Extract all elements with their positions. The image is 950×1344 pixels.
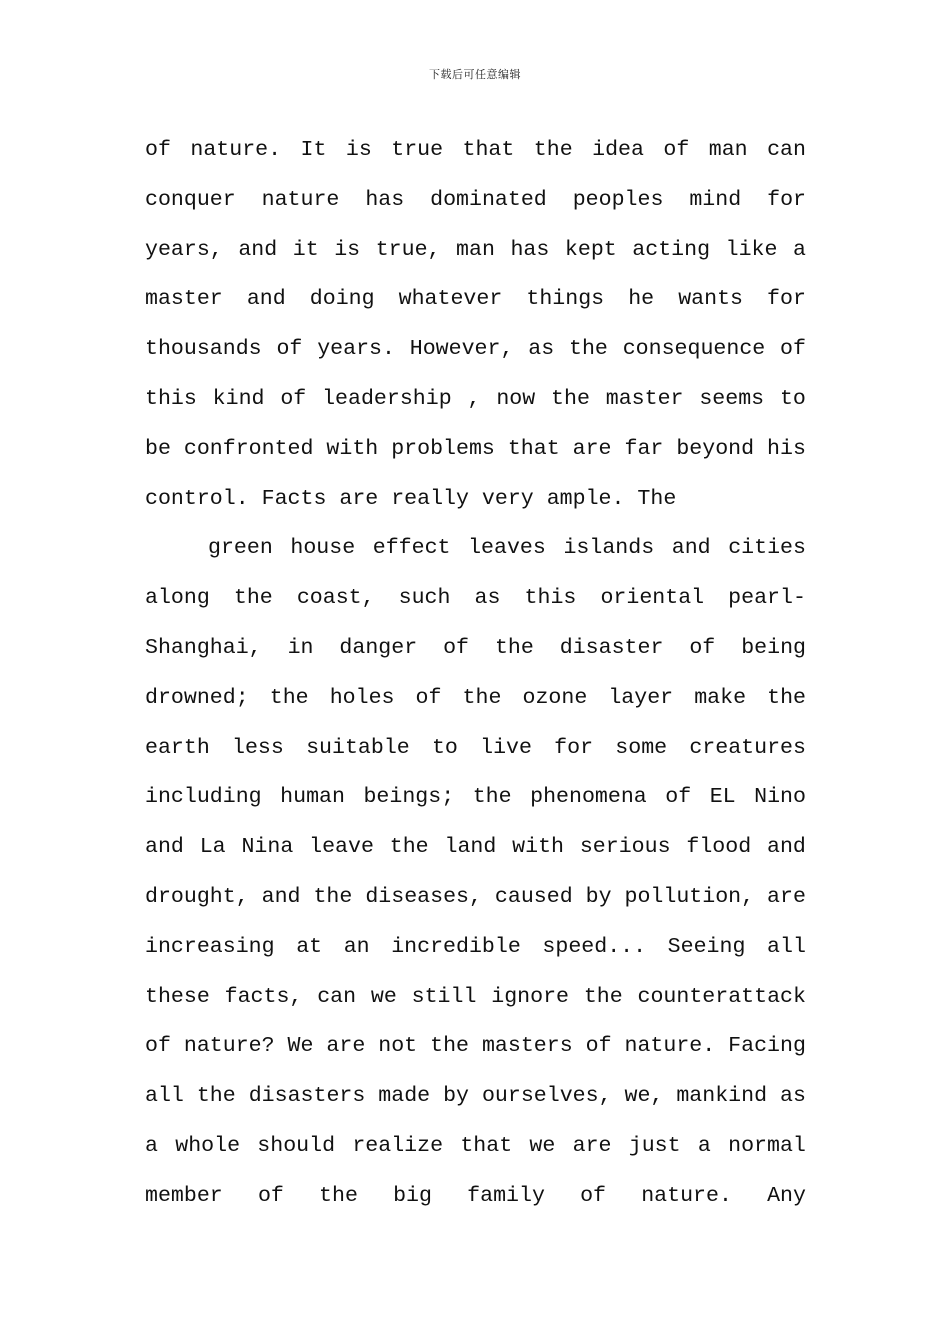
word: an <box>343 934 370 959</box>
text-line <box>145 425 806 475</box>
word: the <box>568 337 608 362</box>
word: just <box>628 1133 681 1158</box>
word: incredible <box>391 934 521 959</box>
word: this <box>524 586 577 611</box>
word: such <box>398 586 451 611</box>
word: including <box>145 785 262 810</box>
text-line <box>145 1022 806 1072</box>
word: of <box>663 138 690 162</box>
word: the <box>196 1084 236 1109</box>
word: that <box>460 1133 513 1158</box>
word: the <box>313 884 353 909</box>
word: It <box>300 138 327 162</box>
word: all <box>145 1084 184 1109</box>
word: the <box>462 685 502 710</box>
word: of <box>580 1183 607 1208</box>
word: has <box>365 187 405 212</box>
word: by <box>585 884 612 909</box>
word: green <box>208 536 273 561</box>
word: the <box>767 685 806 710</box>
word: still <box>411 984 477 1009</box>
text-line <box>145 923 806 973</box>
word: are <box>767 884 806 909</box>
word: coast, <box>296 586 375 611</box>
text-line <box>145 823 806 873</box>
word: nature? <box>183 1034 275 1059</box>
word: the <box>472 785 512 810</box>
word: holes <box>329 685 395 710</box>
word: thousands <box>145 337 262 362</box>
page-header: 下载后可任意编辑 <box>429 68 521 81</box>
word: layer <box>608 685 674 710</box>
text-line <box>145 176 806 226</box>
word: ourselves, <box>481 1084 612 1109</box>
word: these <box>145 984 210 1009</box>
word: and <box>261 884 301 909</box>
word: However, <box>409 337 514 362</box>
word: to <box>431 735 458 760</box>
text-line: control. Facts are really very ample. The <box>145 486 677 511</box>
word: leaves <box>468 536 546 561</box>
word: and <box>246 287 286 312</box>
word: big <box>393 1183 432 1208</box>
word: acting <box>632 237 711 262</box>
word: make <box>694 685 747 710</box>
word: drowned; <box>145 685 249 710</box>
word: all <box>767 934 806 959</box>
word: problems <box>391 436 495 461</box>
word: pollution, <box>624 884 755 909</box>
word: of <box>665 785 692 810</box>
word: cities <box>728 536 806 561</box>
word: islands <box>563 536 655 561</box>
word: normal <box>728 1133 806 1158</box>
word: it <box>292 237 319 262</box>
text-line <box>145 1122 806 1172</box>
word: to <box>779 386 806 411</box>
word: idea <box>592 138 644 162</box>
word: this <box>145 386 197 411</box>
word: of <box>780 337 806 362</box>
word: house <box>290 536 356 561</box>
word: conquer <box>145 187 236 212</box>
text-line <box>145 724 806 774</box>
word: ozone <box>522 685 588 710</box>
word: Nino <box>754 785 806 810</box>
word: family <box>467 1183 545 1208</box>
word: peoples <box>572 187 664 212</box>
word: caused <box>494 884 573 909</box>
word: with <box>512 835 564 860</box>
word: he <box>628 287 655 312</box>
word: of <box>585 1034 612 1059</box>
text-line <box>145 873 806 923</box>
word: EL <box>709 785 736 810</box>
text-line <box>145 275 806 325</box>
word: the <box>430 1034 469 1059</box>
text-line <box>145 624 806 674</box>
word: creatures <box>689 735 806 760</box>
word: Nina <box>241 835 294 860</box>
word: as <box>780 1084 806 1109</box>
word: as <box>474 586 501 611</box>
text-line <box>145 226 806 276</box>
word: beings; <box>363 785 455 810</box>
word: whole <box>175 1133 241 1158</box>
word: of <box>280 386 307 411</box>
word: the <box>233 586 273 611</box>
word: disasters <box>248 1084 366 1109</box>
word: by <box>443 1084 469 1109</box>
word: we <box>529 1133 556 1158</box>
word: can <box>767 138 806 162</box>
word: along <box>145 586 210 611</box>
word: are <box>572 436 612 461</box>
word: are <box>326 1034 366 1059</box>
text-line <box>145 1072 806 1122</box>
text-line <box>145 325 806 375</box>
word: like <box>725 237 778 262</box>
text-line <box>145 973 806 1023</box>
word: human <box>280 785 345 810</box>
word: consequence <box>622 337 766 362</box>
word: with <box>326 436 379 461</box>
word: leadership <box>322 386 452 411</box>
word: being <box>741 635 806 660</box>
word: the <box>583 984 623 1009</box>
word: true, <box>375 237 441 262</box>
text-line <box>145 773 806 823</box>
word: and <box>238 237 278 262</box>
word: kind <box>212 386 265 411</box>
word: land <box>444 835 497 860</box>
word: of <box>415 685 442 710</box>
word: his <box>767 436 806 461</box>
word: the <box>494 635 534 660</box>
text-line <box>145 524 806 574</box>
word: nature <box>261 187 340 212</box>
word: of <box>276 337 303 362</box>
word: for <box>767 187 806 212</box>
word: we, <box>624 1084 664 1109</box>
word: the <box>269 685 309 710</box>
word: speed... <box>542 934 647 959</box>
word: pearl- <box>728 586 806 611</box>
text-line <box>145 674 806 724</box>
word: is <box>334 237 361 262</box>
word: man <box>456 237 495 262</box>
word: of <box>145 138 171 162</box>
word: master <box>605 386 684 411</box>
word: a <box>697 1133 711 1158</box>
word: confronted <box>183 436 314 461</box>
word: true <box>391 138 444 162</box>
word: for <box>767 287 806 312</box>
text-line <box>145 574 806 624</box>
word: flood <box>686 835 752 860</box>
word: We <box>287 1034 314 1059</box>
word: of <box>443 635 470 660</box>
word: nature. <box>624 1034 716 1059</box>
word: we <box>370 984 397 1009</box>
word: the <box>389 835 429 860</box>
word: has <box>510 237 550 262</box>
word: a <box>145 1133 158 1158</box>
word: the <box>319 1183 358 1208</box>
word: the <box>533 138 573 162</box>
word: effect <box>372 536 451 561</box>
word: should <box>257 1133 336 1158</box>
word: diseases, <box>365 884 482 909</box>
word: some <box>615 735 668 760</box>
body-text <box>145 126 806 1222</box>
word: at <box>296 934 323 959</box>
word: suitable <box>306 735 410 760</box>
word: master <box>145 287 223 312</box>
word: disaster <box>559 635 664 660</box>
word: Facing <box>728 1034 806 1059</box>
word: leave <box>309 835 374 860</box>
word: Any <box>767 1183 806 1208</box>
word: seems <box>699 386 765 411</box>
word: that <box>507 436 560 461</box>
word: nature. <box>641 1183 732 1208</box>
word: and <box>671 536 711 561</box>
word: Seeing <box>667 934 746 959</box>
word: realize <box>352 1133 444 1158</box>
word: masters <box>481 1034 573 1059</box>
word: dominated <box>430 187 547 212</box>
word: counterattack <box>637 984 806 1009</box>
word: a <box>793 237 806 262</box>
word: made <box>378 1084 431 1109</box>
word: kept <box>564 237 617 262</box>
word: increasing <box>145 934 275 959</box>
word: things <box>526 287 605 312</box>
word: wants <box>678 287 743 312</box>
word: ignore <box>491 984 569 1009</box>
word: now <box>496 386 536 411</box>
text-line <box>145 1172 806 1222</box>
word: member <box>145 1183 223 1208</box>
word: is <box>345 138 372 162</box>
word: far <box>624 436 664 461</box>
word: doing <box>309 287 375 312</box>
word: and <box>767 835 806 860</box>
text-line <box>145 375 806 425</box>
word: the <box>551 386 590 411</box>
word: for <box>554 735 594 760</box>
word: serious <box>579 835 671 860</box>
word: as <box>528 337 555 362</box>
word: earth <box>145 735 210 760</box>
text-line <box>145 126 806 176</box>
word: nature. <box>190 138 282 162</box>
word: and <box>145 835 184 860</box>
word: man <box>708 138 748 162</box>
word: of <box>689 635 716 660</box>
word: Shanghai, <box>145 635 262 660</box>
word: years. <box>317 337 395 362</box>
word: mind <box>689 187 742 212</box>
word: be <box>145 436 171 461</box>
word: facts, <box>224 984 303 1009</box>
word: in <box>287 635 314 660</box>
word: are <box>572 1133 612 1158</box>
word: less <box>232 735 284 760</box>
word: mankind <box>676 1084 768 1109</box>
word: , <box>467 386 481 411</box>
word: of <box>257 1183 284 1208</box>
word: oriental <box>600 586 705 611</box>
word: phenomena <box>530 785 647 810</box>
word: not <box>378 1034 418 1059</box>
word: of <box>145 1034 171 1059</box>
word: years, <box>145 237 223 262</box>
word: can <box>317 984 357 1009</box>
word: La <box>199 835 226 860</box>
word: drought, <box>145 884 249 909</box>
word: beyond <box>676 436 755 461</box>
word: that <box>462 138 515 162</box>
word: danger <box>339 635 418 660</box>
word: live <box>480 735 532 760</box>
word: whatever <box>398 287 503 312</box>
